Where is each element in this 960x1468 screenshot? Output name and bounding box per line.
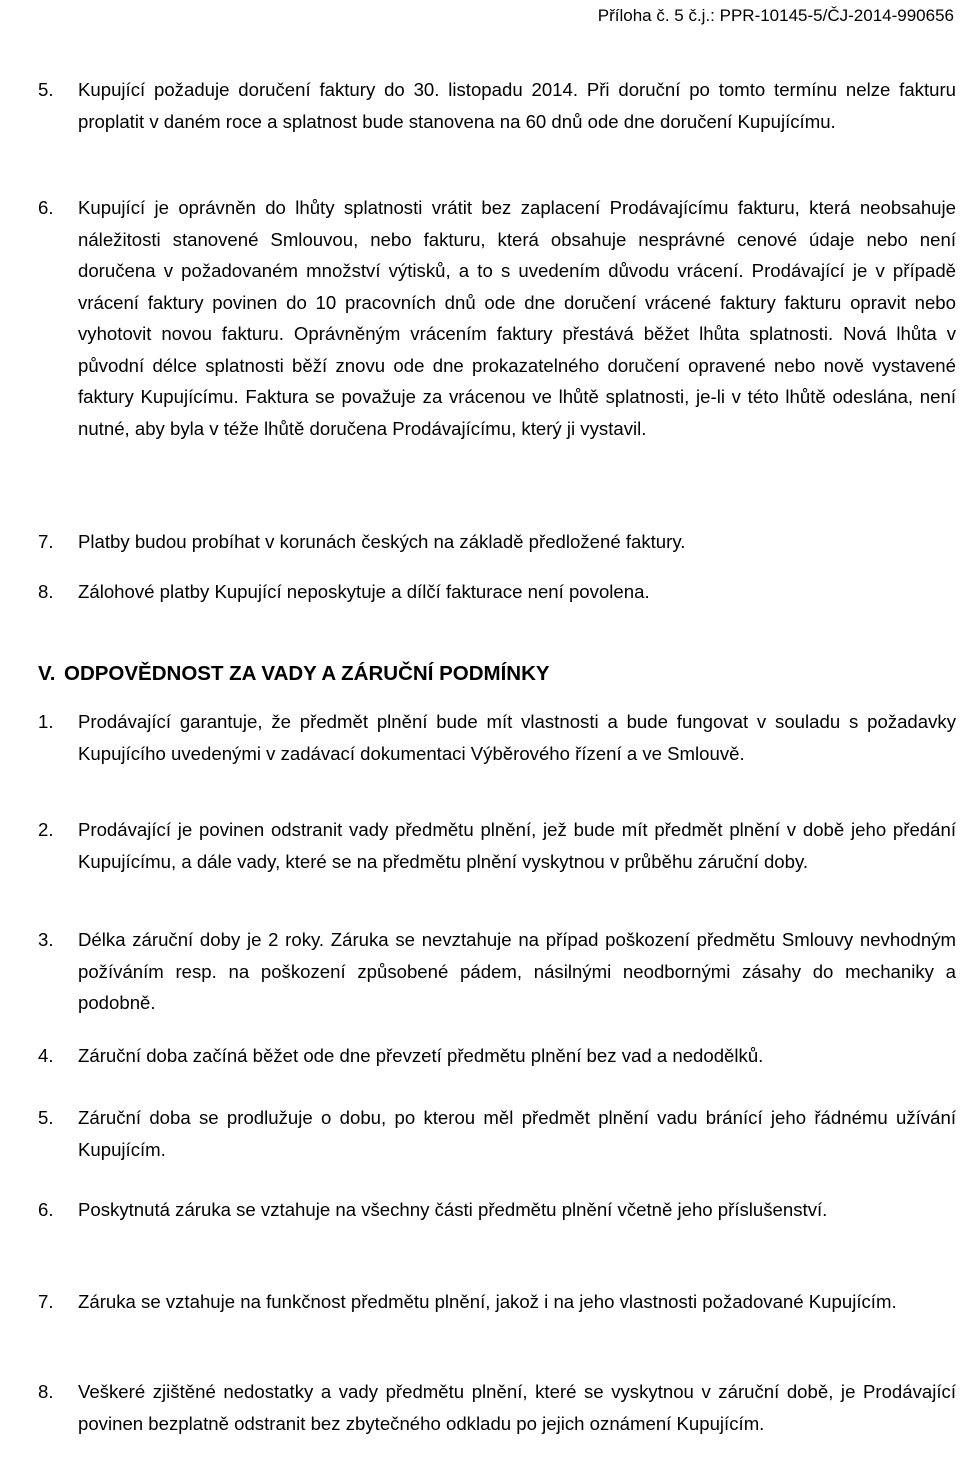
item-text: Kupující je oprávněn do lhůty splatnosti vrátit bez zaplacení Prodávajícímu fakturu, která neobsahuje náležitosti stanovené Smlouvou, nebo fakturu, která obsahuje nesprávné cenové údaje nebo není doručena v požadovaném množství výtisků, a to s uvedením důvodu vrácení. Prodávající je v případě vrácení faktury povinen do 10 pracovních dnů ode dne doručení vrácené faktury fakturu opravit nebo vyhotovit novou fakturu. Oprávněným vrácením faktury přestává běžet lhůta splatnosti. Nová lhůta v původní délce splatnosti běží znovu ode dne prokazatelného doručení opravené nebo nově vystavené faktury Kupujícímu. Faktura se považuje za vrácenou ve lhůtě splatnosti, je-li v této lhůtě odeslána, není nutné, aby byla v téže lhůtě doručena Prodávajícímu, který ji vystavil. xyxy=(78,197,956,439)
section-title: ODPOVĚDNOST ZA VADY A ZÁRUČNÍ PODMÍNKY xyxy=(64,662,550,685)
payment-item-7 xyxy=(38,526,956,558)
item-number: 1. xyxy=(38,711,54,732)
item-number: 5. xyxy=(38,79,54,100)
warranty-item-7 xyxy=(38,1286,956,1318)
item-text: Prodávající garantuje, že předmět plnění bude mít vlastnosti a bude fungovat v souladu s požadavky Kupujícího uvedenými v zadávací dokumentaci Výběrového řízení a ve Smlouvě. xyxy=(78,711,956,764)
section-heading xyxy=(38,658,956,690)
item-number: 7. xyxy=(38,531,54,552)
item-text: Záruka se vztahuje na funkčnost předmětu plnění, jakož i na jeho vlastnosti požadované Kupujícím. xyxy=(78,1291,897,1312)
item-text: Prodávající je povinen odstranit vady předmětu plnění, jež bude mít předmět plnění v době jeho předání Kupujícímu, a dále vady, které se na předmětu plnění vyskytnou v průběhu záruční doby. xyxy=(78,819,956,872)
item-text: Záruční doba začíná běžet ode dne převzetí předmětu plnění bez vad a nedodělků. xyxy=(78,1045,764,1066)
item-text: Kupující požaduje doručení faktury do 30. listopadu 2014. Při doruční po tomto termínu nelze fakturu proplatit v daném roce a splatnost bude stanovena na 60 dnů ode dne doručení Kupujícímu. xyxy=(78,79,956,132)
warranty-item-6 xyxy=(38,1194,956,1226)
item-text: Poskytnutá záruka se vztahuje na všechny části předmětu plnění včetně jeho příslušenství. xyxy=(78,1199,828,1220)
warranty-item-3 xyxy=(38,924,956,1019)
item-number: 7. xyxy=(38,1291,54,1312)
warranty-item-2 xyxy=(38,814,956,877)
item-text: Zálohové platby Kupující neposkytuje a dílčí fakturace není povolena. xyxy=(78,581,650,602)
item-number: 8. xyxy=(38,581,54,602)
item-text: Platby budou probíhat v korunách českých na základě předložené faktury. xyxy=(78,531,686,552)
item-number: 4. xyxy=(38,1045,54,1066)
section-number: V. xyxy=(38,662,56,685)
document-reference: Příloha č. 5 č.j.: PPR-10145-5/ČJ-2014-990656 xyxy=(597,6,954,25)
item-number: 8. xyxy=(38,1381,54,1402)
item-number: 6. xyxy=(38,1199,54,1220)
payment-item-6 xyxy=(38,192,956,444)
item-number: 6. xyxy=(38,197,54,218)
item-text: Délka záruční doby je 2 roky. Záruka se nevztahuje na případ poškození předmětu Smlouvy nevhodným požíváním resp. na poškození způsobené pádem, násilnými neodbornými zásahy do mechaniky a podobně. xyxy=(78,929,956,1013)
payment-item-8 xyxy=(38,576,956,608)
item-text: Záruční doba se prodlužuje o dobu, po kterou měl předmět plnění vadu bránící jeho řádnému užívání Kupujícím. xyxy=(78,1107,956,1160)
item-number: 3. xyxy=(38,929,54,950)
warranty-item-8 xyxy=(38,1376,956,1439)
payment-item-5 xyxy=(38,74,956,137)
item-number: 2. xyxy=(38,819,54,840)
item-number: 5. xyxy=(38,1107,54,1128)
warranty-item-5 xyxy=(38,1102,956,1165)
item-text: Veškeré zjištěné nedostatky a vady předmětu plnění, které se vyskytnou v záruční době, je Prodávající povinen bezplatně odstranit bez zbytečného odkladu po jejich oznámení Kupujícím. xyxy=(78,1381,956,1434)
warranty-item-1 xyxy=(38,706,956,769)
warranty-item-4 xyxy=(38,1040,956,1072)
